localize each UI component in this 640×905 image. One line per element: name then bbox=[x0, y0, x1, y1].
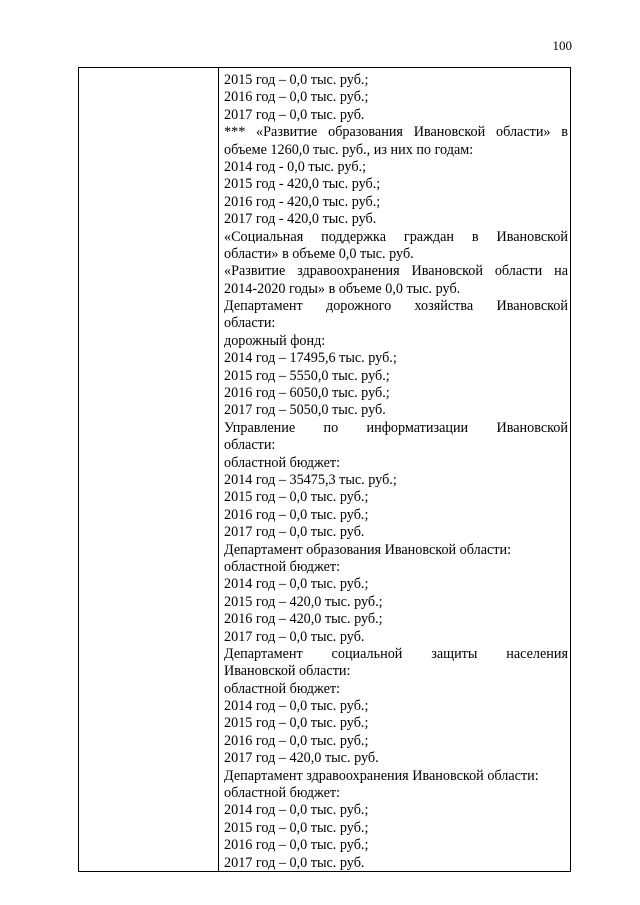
text-line: дорожный фонд: bbox=[224, 332, 326, 349]
text-line: объеме 1260,0 тыс. руб., из них по годам: bbox=[224, 141, 474, 158]
text-line: 2017 год - 420,0 тыс. руб. bbox=[224, 211, 377, 228]
text-line: 2014 год – 0,0 тыс. руб.; bbox=[224, 698, 369, 715]
text-line: областной бюджет: bbox=[224, 785, 341, 802]
text-line: Управление по информатизации Ивановской bbox=[224, 419, 568, 436]
text-line: 2014-2020 годы» в объеме 0,0 тыс. руб. bbox=[224, 280, 461, 297]
text-line: 2015 год – 0,0 тыс. руб.; bbox=[224, 489, 369, 506]
text-line: Департамент социальной защиты населения bbox=[224, 645, 568, 662]
text-line: 2016 год – 0,0 тыс. руб.; bbox=[224, 89, 369, 106]
column-divider bbox=[218, 68, 219, 871]
text-line: Департамент образования Ивановской области: bbox=[224, 541, 512, 558]
text-line: области: bbox=[224, 315, 276, 332]
text-line: 2014 год – 35475,3 тыс. руб.; bbox=[224, 471, 397, 488]
page-number: 100 bbox=[552, 38, 572, 53]
text-line: 2014 год – 0,0 тыс. руб.; bbox=[224, 576, 369, 593]
text-line: 2015 год – 0,0 тыс. руб.; bbox=[224, 715, 369, 732]
text-line: 2015 год - 420,0 тыс. руб.; bbox=[224, 176, 381, 193]
text-line: 2017 год – 0,0 тыс. руб. bbox=[224, 106, 365, 123]
text-line: «Социальная поддержка граждан в Ивановской bbox=[224, 228, 568, 245]
text-line: 2015 год – 0,0 тыс. руб.; bbox=[224, 72, 369, 88]
text-line: 2017 год – 5050,0 тыс. руб. bbox=[224, 402, 386, 419]
text-line: 2014 год - 0,0 тыс. руб.; bbox=[224, 158, 367, 175]
text-line: 2015 год – 5550,0 тыс. руб.; bbox=[224, 367, 390, 384]
text-line: 2016 год – 420,0 тыс. руб.; bbox=[224, 611, 383, 628]
text-line: Ивановской области: bbox=[224, 663, 351, 680]
funding-text-cell bbox=[224, 72, 568, 872]
text-line: 2016 год – 0,0 тыс. руб.; bbox=[224, 837, 369, 854]
text-line: 2016 год – 6050,0 тыс. руб.; bbox=[224, 385, 390, 402]
text-line: 2017 год – 0,0 тыс. руб. bbox=[224, 854, 365, 871]
text-line: Департамент здравоохранения Ивановской области: bbox=[224, 767, 539, 784]
text-line: 2017 год – 420,0 тыс. руб. bbox=[224, 750, 379, 767]
text-line: *** «Развитие образования Ивановской области» в bbox=[224, 124, 568, 141]
text-line: 2015 год – 420,0 тыс. руб.; bbox=[224, 593, 383, 610]
text-line: 2017 год – 0,0 тыс. руб. bbox=[224, 524, 365, 541]
text-line: 2014 год – 0,0 тыс. руб.; bbox=[224, 802, 369, 819]
text-line: 2014 год – 17495,6 тыс. руб.; bbox=[224, 350, 397, 367]
text-line: области» в объеме 0,0 тыс. руб. bbox=[224, 245, 414, 262]
text-line: 2016 год – 0,0 тыс. руб.; bbox=[224, 732, 369, 749]
text-line: 2016 год - 420,0 тыс. руб.; bbox=[224, 193, 381, 210]
text-line: областной бюджет: bbox=[224, 558, 341, 575]
text-line: 2017 год – 0,0 тыс. руб. bbox=[224, 628, 365, 645]
text-line: 2016 год – 0,0 тыс. руб.; bbox=[224, 506, 369, 523]
text-line: 2015 год – 0,0 тыс. руб.; bbox=[224, 819, 369, 836]
text-line: области: bbox=[224, 437, 276, 454]
text-line: Департамент дорожного хозяйства Ивановской bbox=[224, 298, 568, 315]
budget-table bbox=[78, 67, 571, 872]
text-line: «Развитие здравоохранения Ивановской области на bbox=[224, 263, 568, 280]
text-line: областной бюджет: bbox=[224, 454, 341, 471]
text-line: областной бюджет: bbox=[224, 680, 341, 697]
